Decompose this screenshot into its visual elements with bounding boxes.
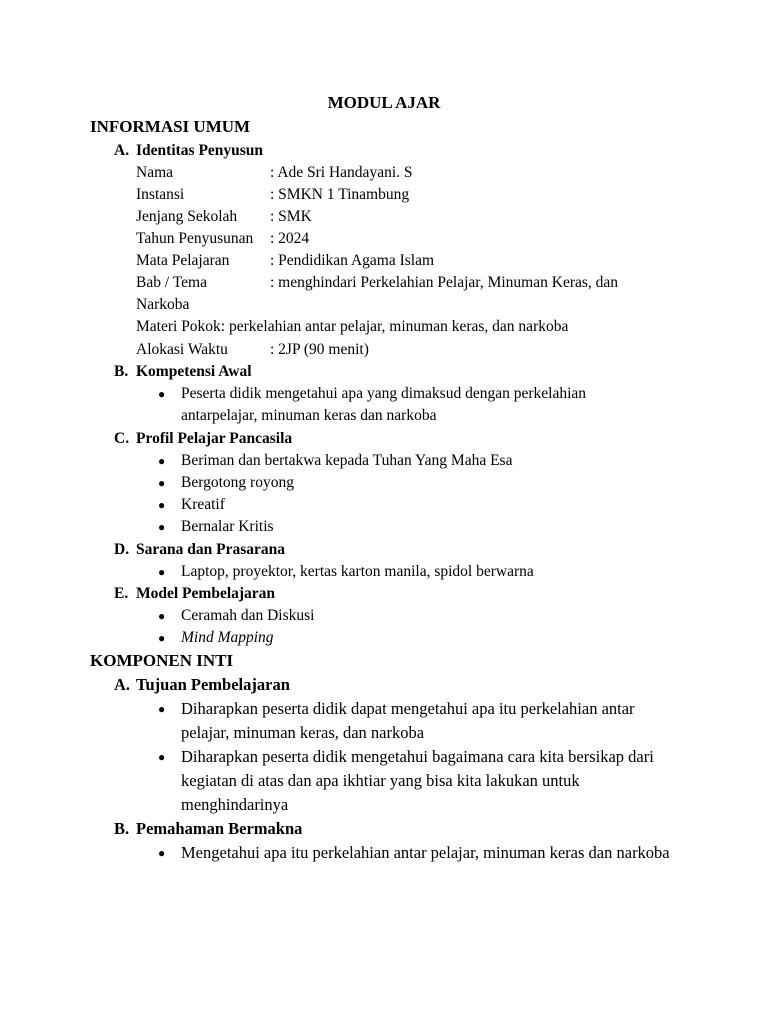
list-item: Diharapkan peserta didik mengetahui bagaimana cara kita bersikap dari kegiatan di atas dan apa ikhtiar yang bisa kita lakukan untuk menghindarinya [181,747,654,814]
field-label-jenjang: Jenjang Sekolah [136,208,238,225]
field-value-jenjang: : SMK [270,208,312,225]
list-item: Bergotong royong [181,474,294,491]
section-heading-komponen-inti: KOMPONEN INTI [90,651,234,670]
list-item: Diharapkan peserta didik dapat mengetahui apa itu perkelahian antar pelajar, minuman keras, dan narkoba [181,699,635,742]
bullet-icon: ● [158,520,166,534]
bullet-icon: ● [158,846,166,860]
field-label-mapel: Mata Pelajaran [136,252,230,269]
bullet-icon: ● [158,498,166,512]
bullet-icon: ● [158,565,166,579]
section-letter: B. [114,363,129,380]
list-item: Ceramah dan Diskusi [181,607,315,624]
subsection-heading-profil: Profil Pelajar Pancasila [136,430,293,447]
bullet-icon: ● [158,750,166,764]
bullet-icon: ● [158,631,166,645]
subsection-heading-tujuan: Tujuan Pembelajaran [136,675,290,694]
section-letter: A. [114,142,130,159]
subsection-heading-model: Model Pembelajaran [136,585,276,602]
field-value-bab-continuation: Narkoba [136,296,190,313]
field-value-mapel: : Pendidikan Agama Islam [270,252,435,269]
list-item: Beriman dan bertakwa kepada Tuhan Yang Maha Esa [181,452,513,469]
field-materi-pokok: Materi Pokok: perkelahian antar pelajar, minuman keras, dan narkoba [136,318,569,335]
list-item: Mengetahui apa itu perkelahian antar pelajar, minuman keras dan narkoba [181,843,670,862]
list-item: Mind Mapping [181,629,274,646]
field-label-alokasi: Alokasi Waktu [136,341,228,358]
subsection-heading-sarana: Sarana dan Prasarana [136,541,285,558]
bullet-icon: ● [158,702,166,716]
field-value-nama: : Ade Sri Handayani. S [270,164,413,181]
field-value-alokasi: : 2JP (90 menit) [270,341,369,358]
field-value-bab: : menghindari Perkelahian Pelajar, Minuman Keras, dan [270,274,619,291]
subsection-heading-pemahaman: Pemahaman Bermakna [136,819,303,838]
list-item: Bernalar Kritis [181,518,274,535]
field-value-tahun: : 2024 [270,230,310,247]
field-label-nama: Nama [136,164,174,181]
subsection-heading-identitas: Identitas Penyusun [136,142,264,159]
field-label-instansi: Instansi [136,186,185,203]
bullet-icon: ● [158,454,166,468]
subsection-heading-kompetensi: Kompetensi Awal [136,363,252,380]
list-item: Laptop, proyektor, kertas karton manila, spidol berwarna [181,563,534,580]
section-heading-informasi-umum: INFORMASI UMUM [90,117,251,136]
field-label-bab: Bab / Tema [136,274,207,291]
list-item: Kreatif [181,496,225,513]
section-letter: C. [114,430,130,447]
bullet-icon: ● [158,387,166,401]
bullet-icon: ● [158,476,166,490]
field-value-instansi: : SMKN 1 Tinambung [270,186,410,203]
bullet-icon: ● [158,609,166,623]
section-letter: A. [114,675,131,694]
section-letter: B. [114,819,130,838]
section-letter: D. [114,541,130,558]
page-title: MODUL AJAR [327,93,441,112]
list-item: Peserta didik mengetahui apa yang dimaksud dengan perkelahian antarpelajar, minuman keras dan narkoba [181,385,587,424]
field-label-tahun: Tahun Penyusunan [136,230,254,247]
section-letter: E. [114,585,129,602]
